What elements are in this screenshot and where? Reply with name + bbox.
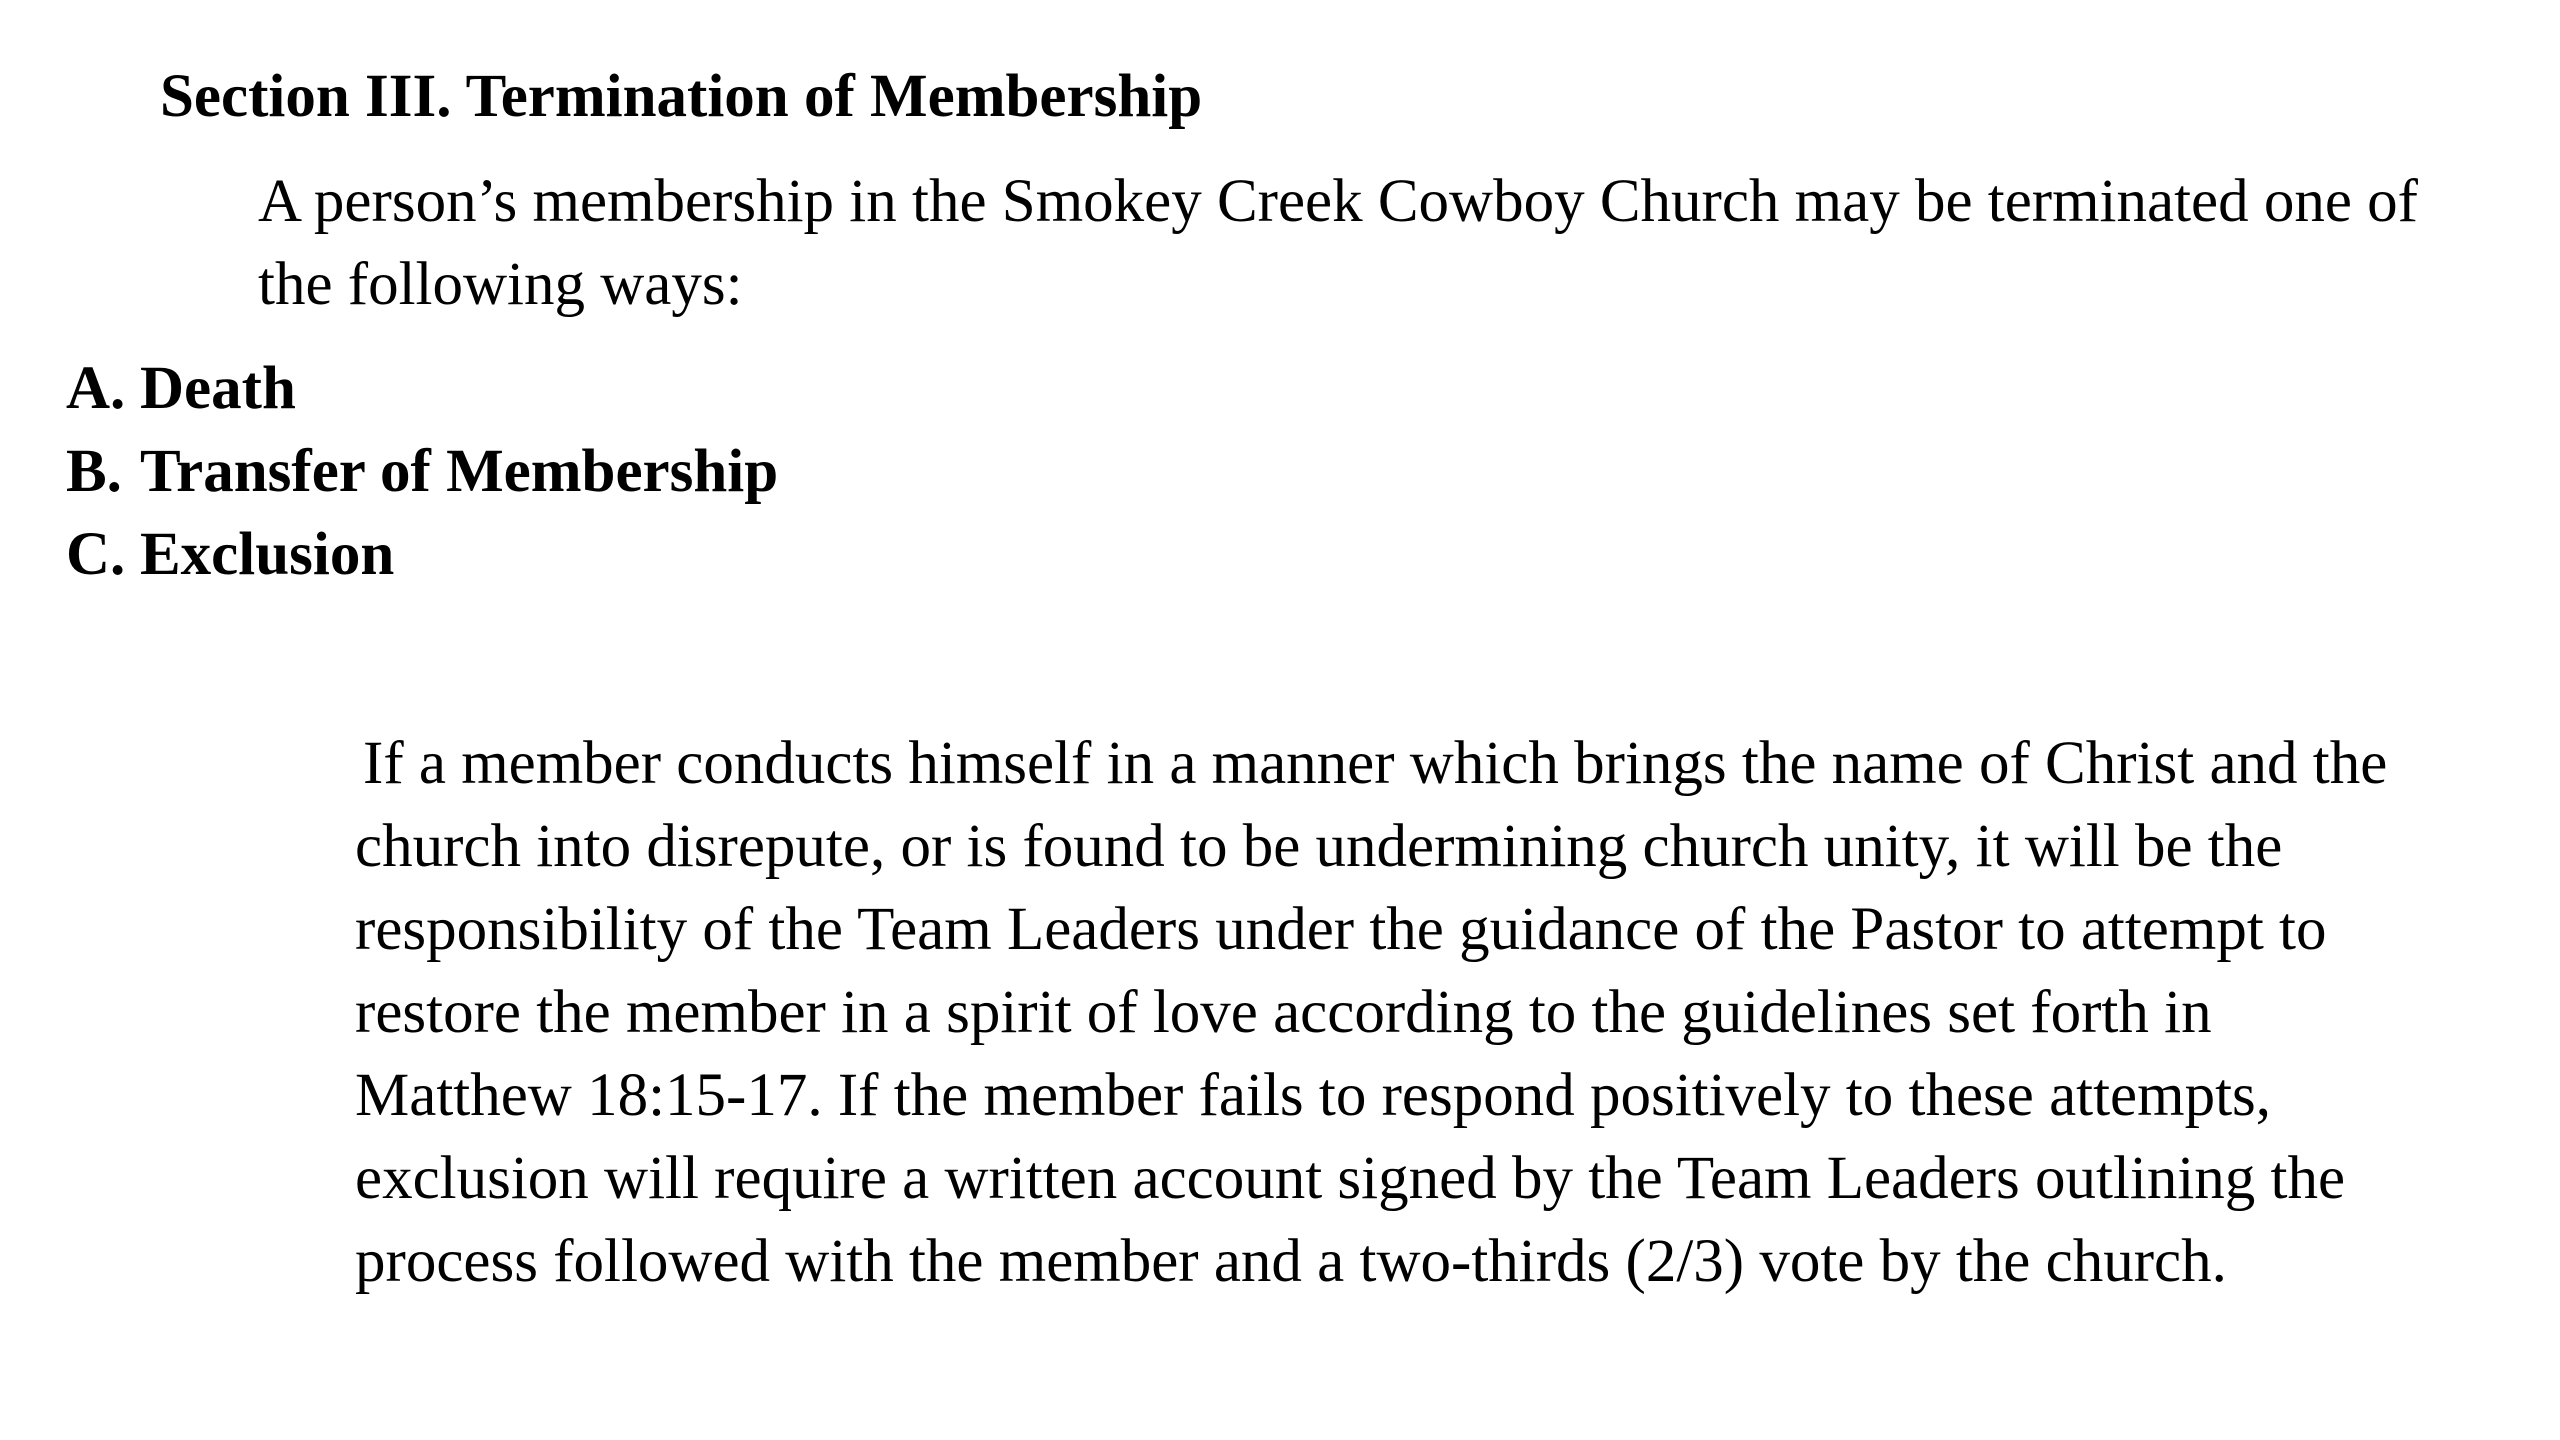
list-marker: B. — [66, 438, 122, 505]
paragraph-line: If a member conducts himself in a manner which brings the name of Christ and the — [363, 730, 2388, 797]
exclusion-paragraph — [355, 722, 2525, 1303]
list-marker: C. — [66, 521, 126, 588]
paragraph-line: exclusion will require a written account signed by the Team Leaders outlining the — [355, 1145, 2346, 1212]
list-item-exclusion — [66, 513, 778, 596]
list-item-label: Transfer of Membership — [140, 438, 779, 505]
termination-ways-list — [66, 347, 778, 596]
list-item-label: Death — [140, 355, 296, 422]
intro-paragraph: A person’s membership in the Smokey Creek Cowboy Church may be terminated one of the following ways: — [258, 168, 2418, 318]
section-heading: Section III. Termination of Membership — [160, 63, 1203, 130]
paragraph-line: process followed with the member and a two-thirds (2/3) vote by the church. — [355, 1228, 2227, 1295]
paragraph-line: responsibility of the Team Leaders under the guidance of the Pastor to attempt to — [355, 896, 2327, 963]
list-marker: A. — [66, 355, 126, 422]
list-item-transfer — [66, 430, 778, 513]
paragraph-line: church into disrepute, or is found to be undermining church unity, it will be the — [355, 813, 2283, 880]
list-item-label: Exclusion — [140, 521, 395, 588]
list-item-death — [66, 347, 778, 430]
paragraph-line: restore the member in a spirit of love according to the guidelines set forth in — [355, 979, 2212, 1046]
paragraph-line: Matthew 18:15-17. If the member fails to respond positively to these attempts, — [355, 1062, 2272, 1129]
